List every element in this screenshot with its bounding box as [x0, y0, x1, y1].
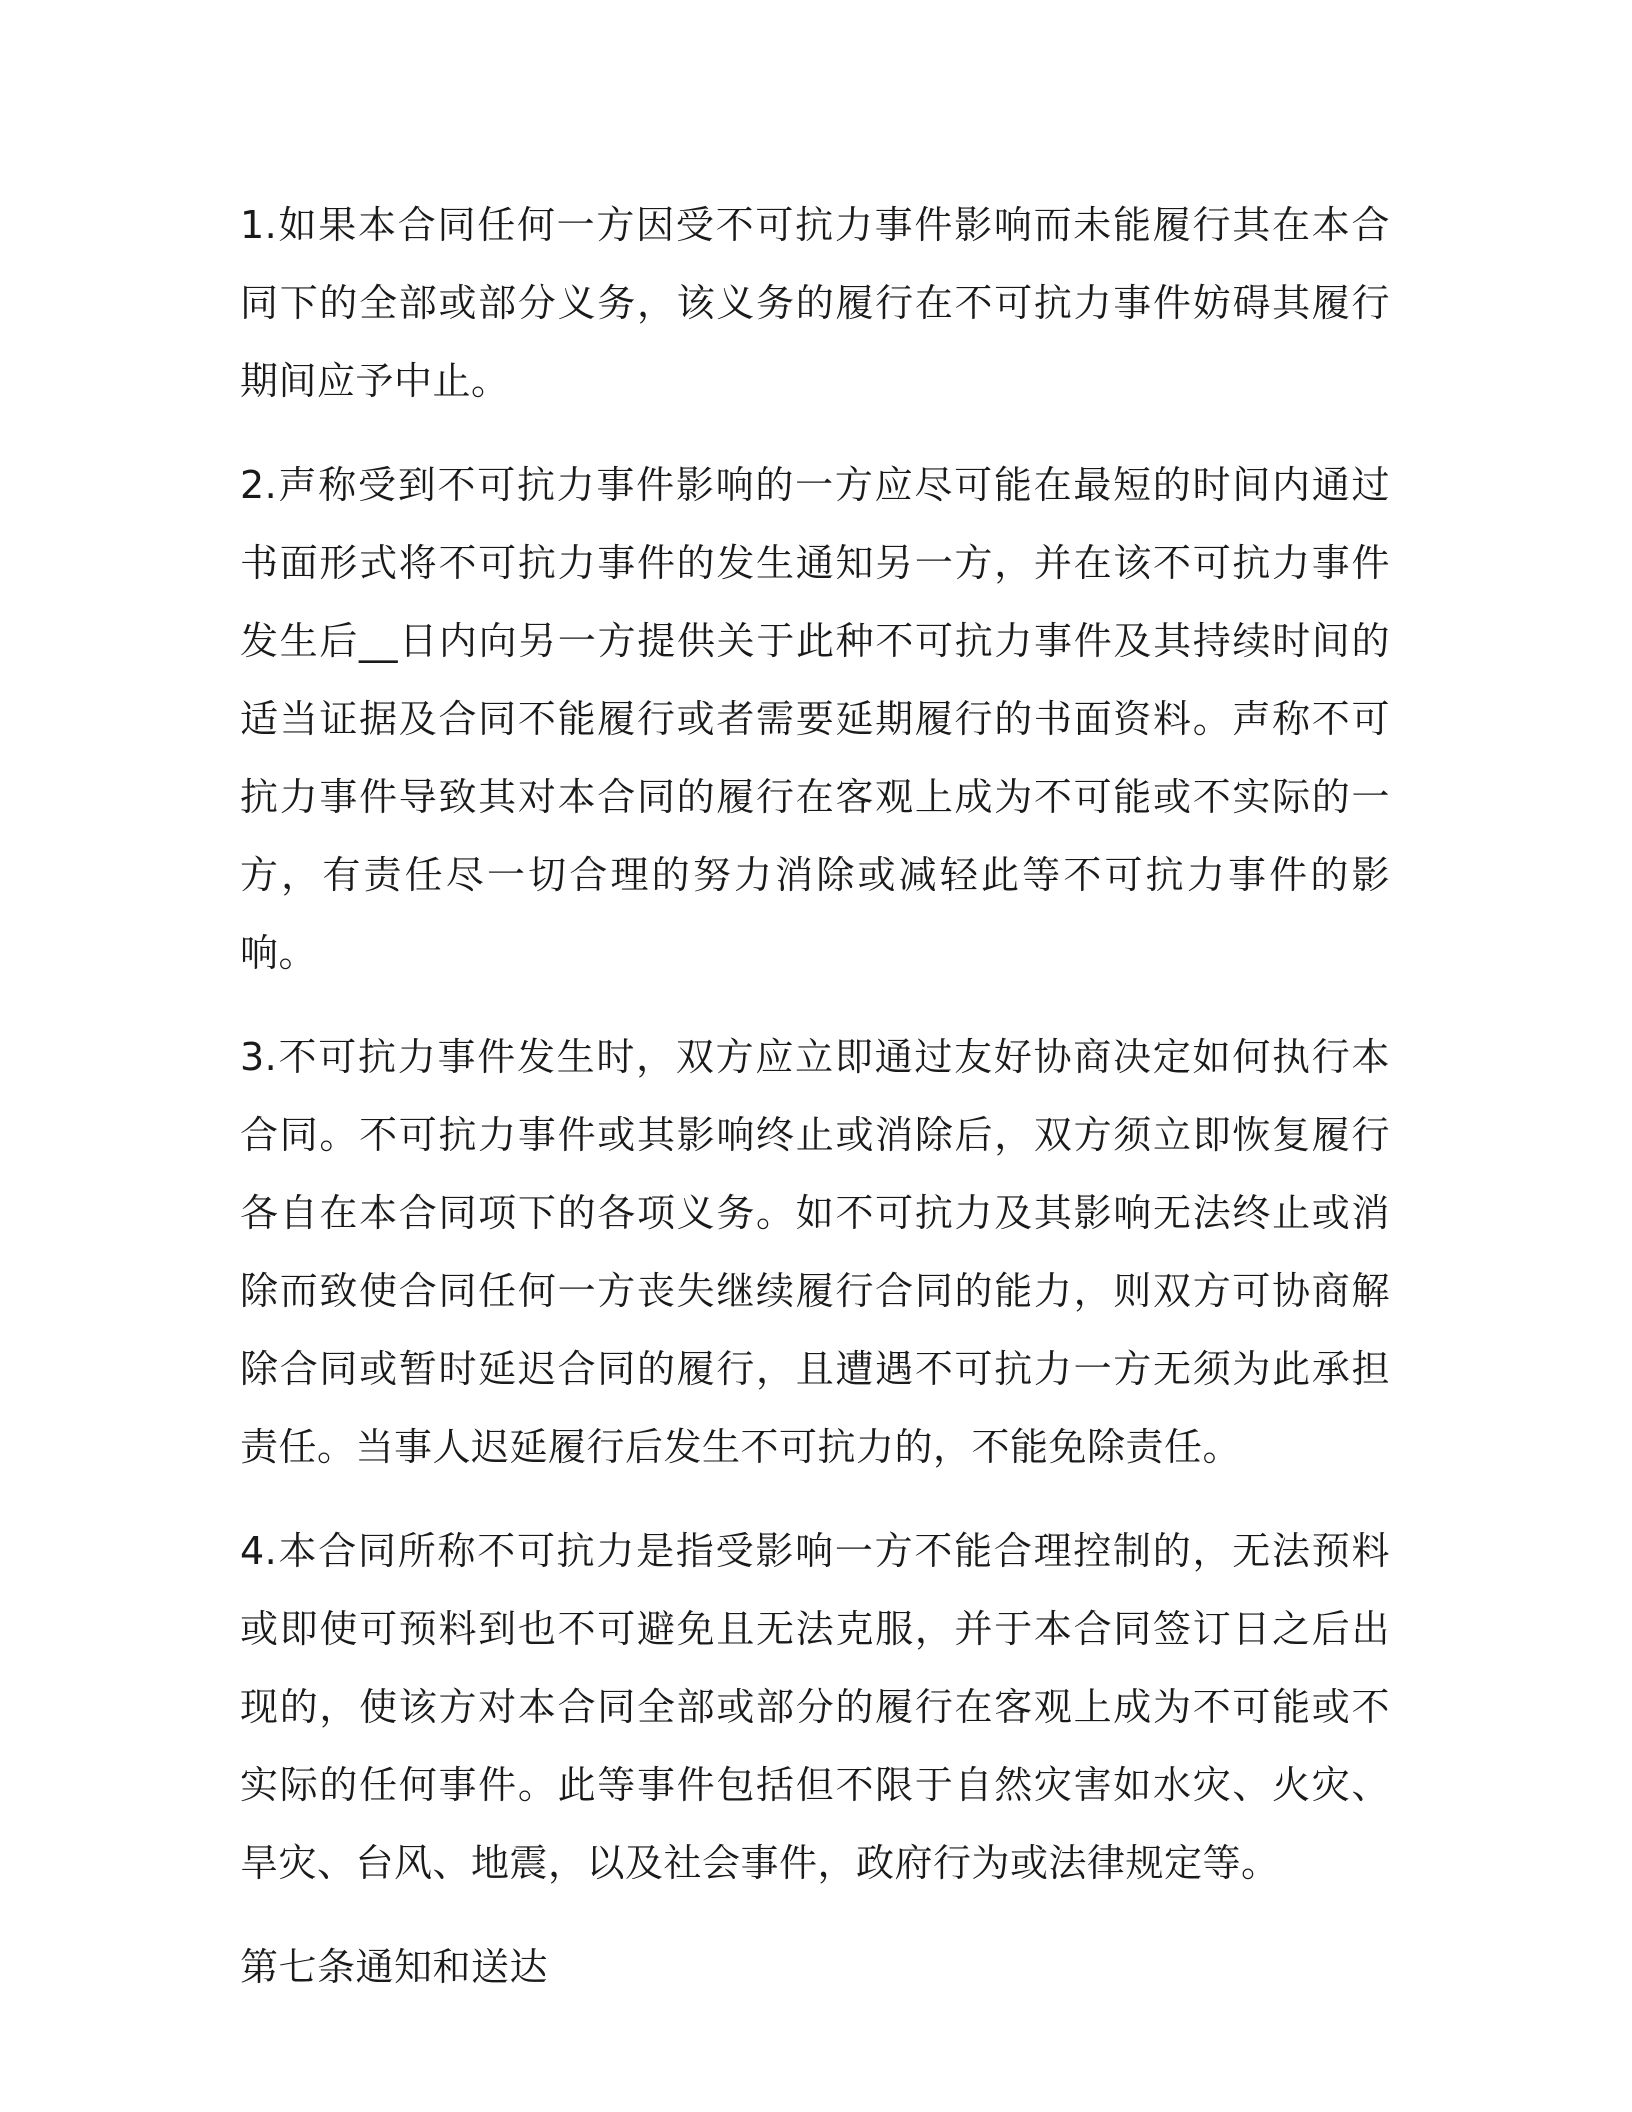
section-heading: 第七条通知和送达 — [240, 1945, 549, 1989]
clause-paragraph-3: 3.不可抗力事件发生时，双方应立即通过友好协商决定如何执行本合同。不可抗力事件或其影响终止或消除后，双方须立即恢复履行各自在本合同项下的各项义务。如不可抗力及其影响无法终止或消除而致使合同任何一方丧失继续履行合同的能力，则双方可协商解除合同或暂时延迟合同的履行，且遭遇不可抗力一方无须为此承担责任。当事人迟延履行后发生不可抗力的，不能免除责任。 — [240, 1035, 1390, 1469]
clause-paragraph-1: 1.如果本合同任何一方因受不可抗力事件影响而未能履行其在本合同下的全部或部分义务，该义务的履行在不可抗力事件妨碍其履行期间应予中止。 — [240, 203, 1390, 403]
document-body — [240, 186, 1390, 2006]
clause-paragraph-2: 2.声称受到不可抗力事件影响的一方应尽可能在最短的时间内通过书面形式将不可抗力事件的发生通知另一方，并在该不可抗力事件发生后__日内向另一方提供关于此种不可抗力事件及其持续时间的适当证据及合同不能履行或者需要延期履行的书面资料。声称不可抗力事件导致其对本合同的履行在客观上成为不可能或不实际的一方，有责任尽一切合理的努力消除或减轻此等不可抗力事件的影响。 — [240, 463, 1390, 975]
clause-paragraph-4: 4.本合同所称不可抗力是指受影响一方不能合理控制的，无法预料或即使可预料到也不可避免且无法克服，并于本合同签订日之后出现的，使该方对本合同全部或部分的履行在客观上成为不可能或不实际的任何事件。此等事件包括但不限于自然灾害如水灾、火灾、旱灾、台风、地震，以及社会事件，政府行为或法律规定等。 — [240, 1529, 1390, 1885]
